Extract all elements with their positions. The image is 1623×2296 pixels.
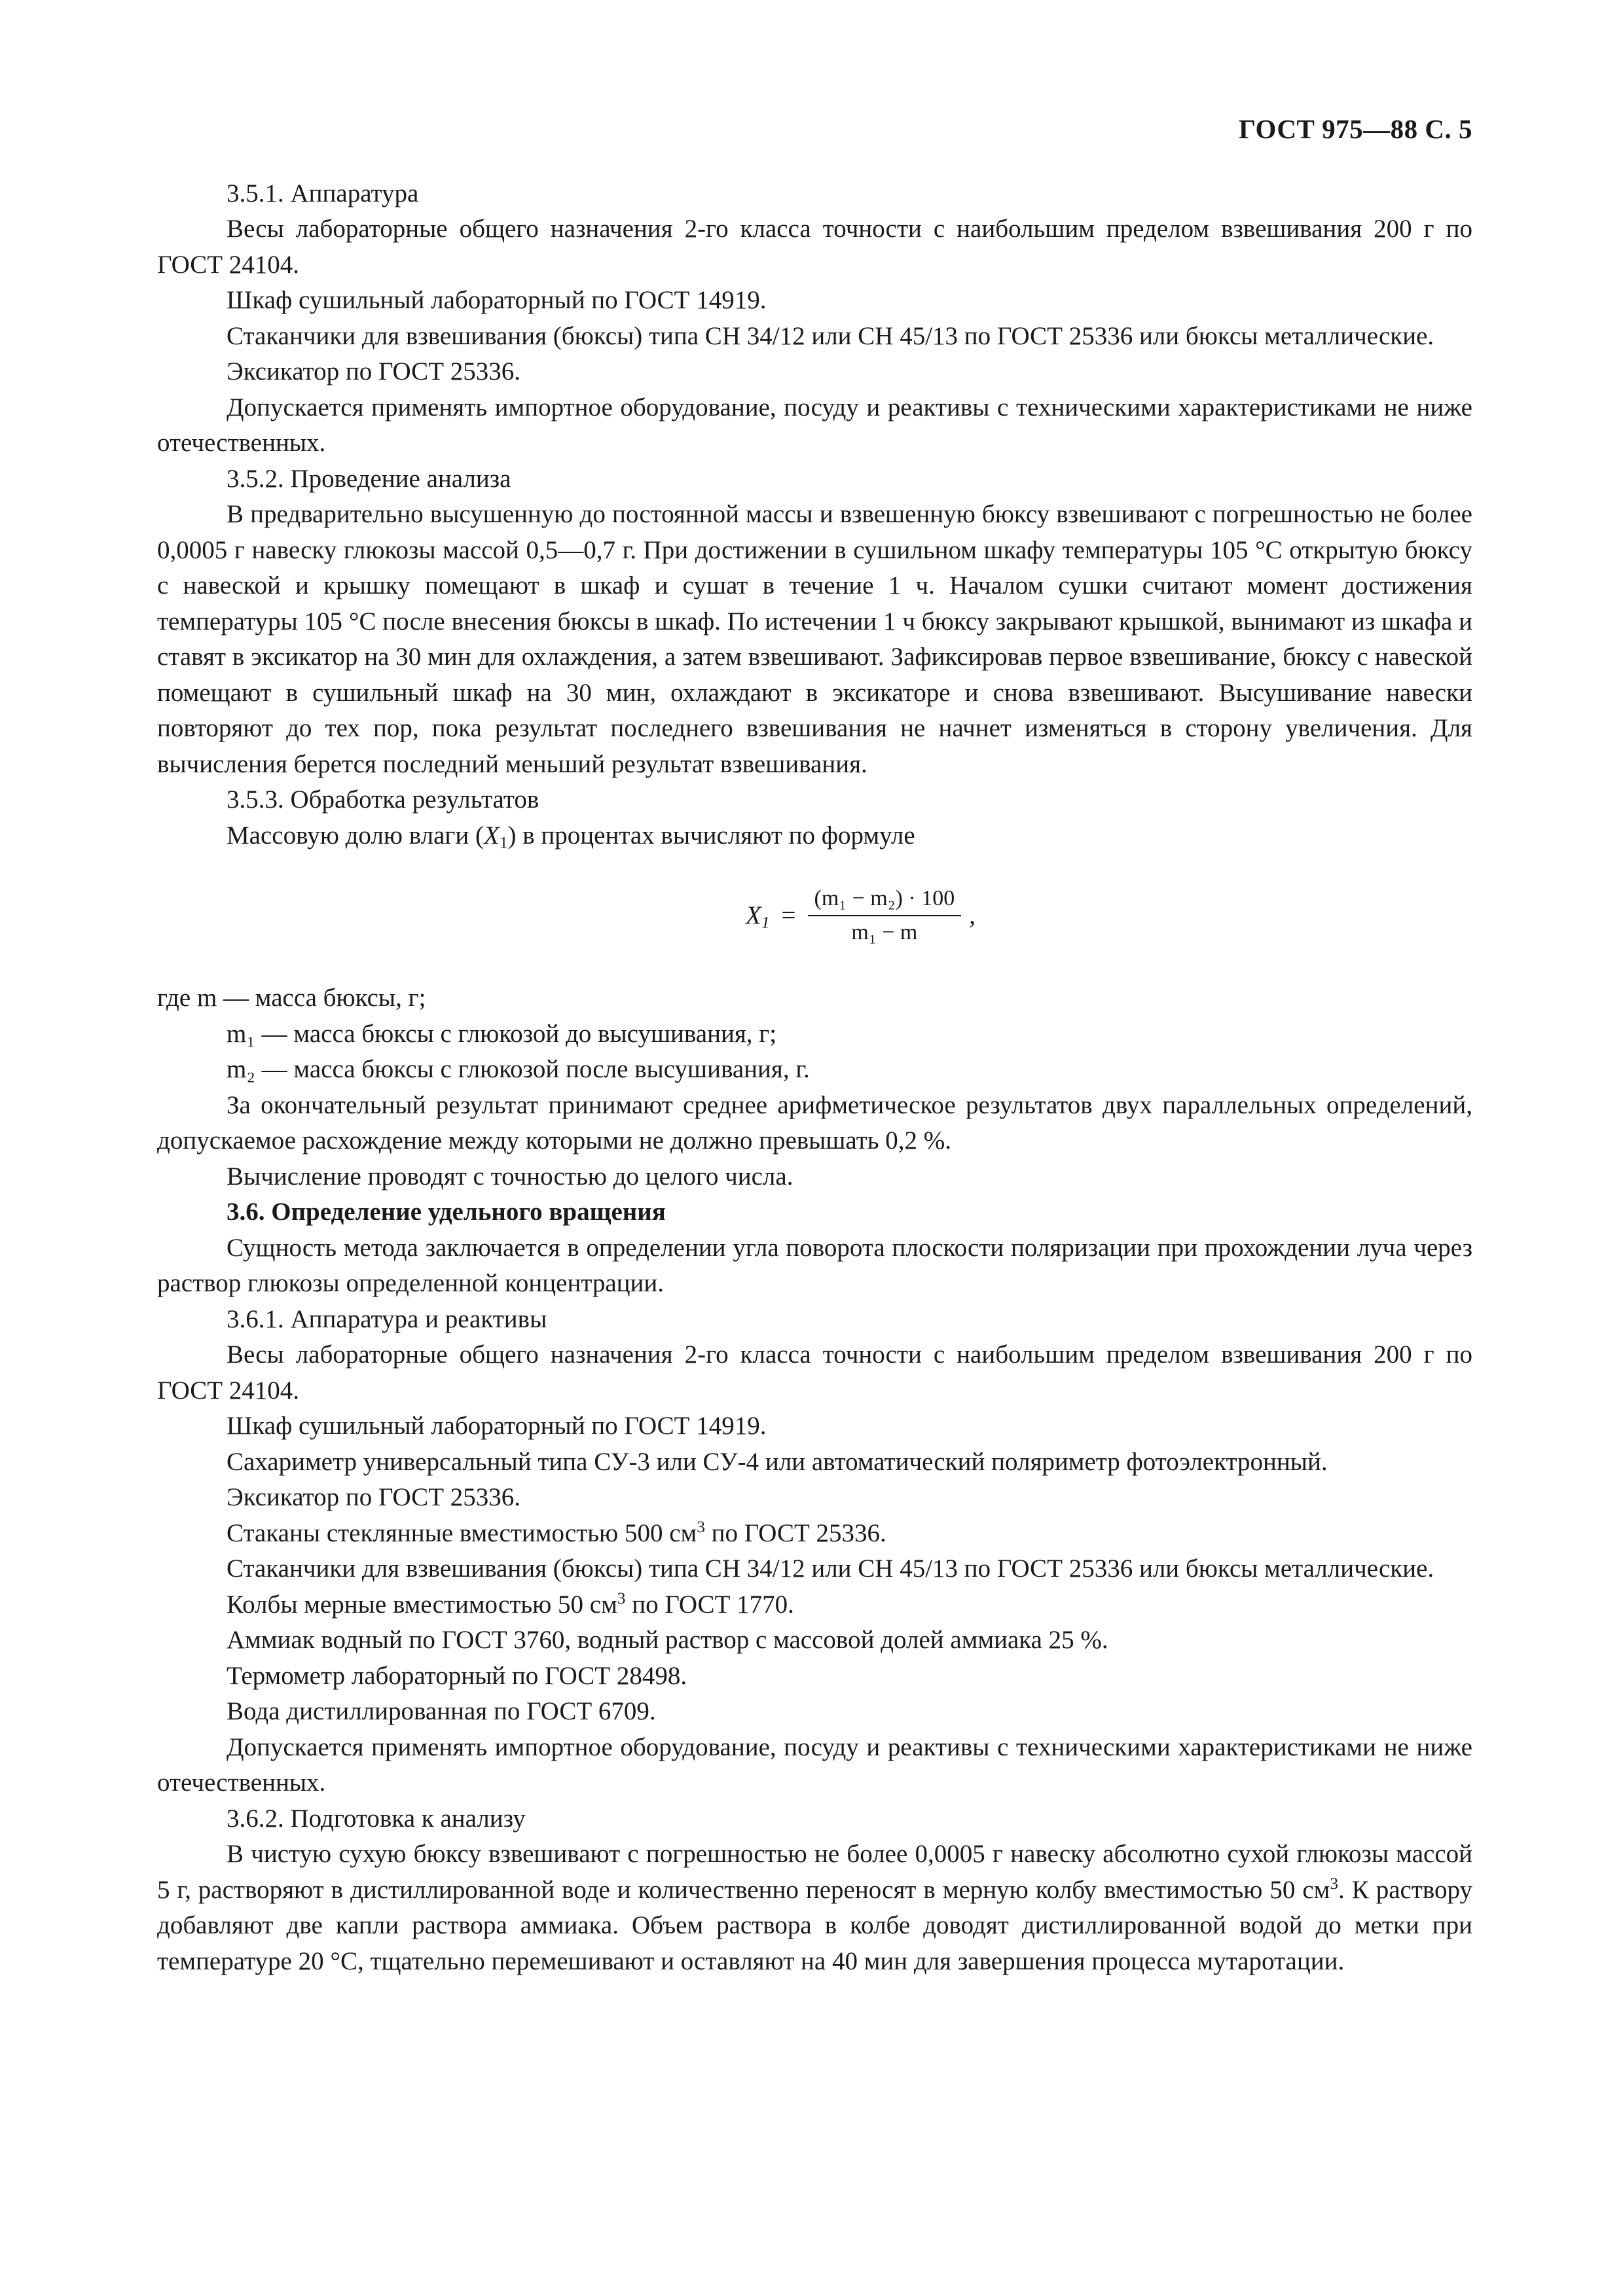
paragraph-scales: Весы лабораторные общего назначения 2-го класса точности с наибольшим пределом взвешивания 200 г по ГОСТ 24104. xyxy=(157,215,1472,279)
paragraph-saccharimeter: Сахариметр универсальный типа СУ-3 или СУ-4 или автоматический поляриметр фотоэлектронный. xyxy=(227,1447,1328,1476)
paragraph-thermometer: Термометр лабораторный по ГОСТ 28498. xyxy=(227,1661,687,1690)
paragraph-desiccator-2: Эксикатор по ГОСТ 25336. xyxy=(227,1483,521,1511)
paragraph-distilled-water: Вода дистиллированная по ГОСТ 6709. xyxy=(227,1697,656,1725)
subsection-heading-processing: 3.5.3. Обработка результатов xyxy=(227,785,539,814)
moisture-formula xyxy=(157,885,1472,946)
paragraph-method-essence: Сущность метода заключается в определении угла поворота плоскости поляризации при прохождении луча через раствор глюкозы определенной концентрации. xyxy=(157,1233,1472,1297)
subsection-heading-preparation: 3.6.2. Подготовка к анализу xyxy=(227,1804,526,1833)
page-header: ГОСТ 975—88 С. 5 xyxy=(1238,114,1472,144)
paragraph-weighing-cups-2: Стаканчики для взвешивания (бюксы) типа СН 34/12 или СН 45/13 по ГОСТ 25336 или бюксы металлические. xyxy=(227,1554,1434,1583)
formula-definitions xyxy=(157,980,1472,1088)
paragraph-import-equipment: Допускается применять импортное оборудование, посуду и реактивы с техническими характеристиками не ниже отечественных. xyxy=(157,393,1472,457)
paragraph-weighing-cups: Стаканчики для взвешивания (бюксы) типа СН 34/12 или СН 45/13 по ГОСТ 25336 или бюксы металлические. xyxy=(227,321,1434,350)
formula-lhs: $X_1$ xyxy=(746,901,770,932)
paragraph-beakers: Стаканы стеклянные вместимостью 500 $см^3$ по ГОСТ 25336. xyxy=(227,1517,886,1547)
formula-fraction xyxy=(808,885,962,946)
section-heading-specific-rotation: 3.6. Определение удельного вращения xyxy=(227,1198,666,1226)
definition-m: где m — масса бюксы, г; xyxy=(157,984,426,1012)
formula-numerator: (m₁ − m₂) · 100 xyxy=(808,885,962,916)
paragraph-formula-intro: Массовую долю влаги $(X_1)$ в процентах вычисляют по формуле xyxy=(227,821,915,852)
paragraph-analysis-procedure: В предварительно высушенную до постоянной массы и взвешенную бюксу взвешивают с погрешностью не более 0,0005 г навеску глюкозы массой 0,5—0,7 г. При достижении в сушильном шкафу температуры 105 °С открытую бюксу с навеской и крышку помещают в шкаф и сушат в течение 1 ч. Началом сушки считают момент достижения температуры 105 °С после внесения бюксы в шкаф. По истечении 1 ч бюксу закрывают крышкой, вынимают из шкафа и ставят в эксикатор на 30 мин для охлаждения, а затем взвешивают. Зафиксировав первое взвешивание, бюксу с навеской помещают в сушильный шкаф на 30 мин, охлаждают в эксикаторе и снова взвешивают. Высушивание навески повторяют до тех пор, пока результат последнего взвешивания не начнет изменяться в сторону увеличения. Для вычисления берется последний меньший результат взвешивания. xyxy=(157,500,1472,778)
subsection-heading-apparatus-reagents: 3.6.1. Аппаратура и реактивы xyxy=(227,1304,547,1333)
definition-m2: m₂ — масса бюксы с глюкозой после высушивания, г. xyxy=(227,1055,810,1083)
subsection-heading-apparatus: 3.5.1. Аппаратура xyxy=(227,179,419,207)
paragraph-desiccator: Эксикатор по ГОСТ 25336. xyxy=(227,357,521,386)
paragraph-drying-cabinet-2: Шкаф сушильный лабораторный по ГОСТ 14919. xyxy=(227,1412,767,1440)
formula-denominator: m₁ − m xyxy=(851,920,918,944)
formula-comma: , xyxy=(969,901,976,929)
paragraph-precision: Вычисление проводят с точностью до целого числа. xyxy=(227,1162,793,1191)
paragraph-scales-2: Весы лабораторные общего назначения 2-го класса точности с наибольшим пределом взвешивания 200 г по ГОСТ 24104. xyxy=(157,1340,1472,1405)
paragraph-import-equipment-2: Допускается применять импортное оборудование, посуду и реактивы с техническими характеристиками не ниже отечественных. xyxy=(157,1732,1472,1797)
paragraph-preparation-procedure: В чистую сухую бюксу взвешивают с погрешностью не более 0,0005 г навеску абсолютно сухой глюкозы массой 5 г, растворяют в дистиллированной воде и количественно переносят в мерную колбу вместимостью 50 $см^3$. К раствору добавляют две капли раствора аммиака. Объем раствора в колбе доводят дистиллированной водой до метки при температуре 20 °С, тщательно перемешивают и оставляют на 40 мин для завершения процесса мутаротации. xyxy=(157,1840,1473,1975)
paragraph-flasks: Колбы мерные вместимостью 50 $см^3$ по ГОСТ 1770. xyxy=(227,1588,794,1619)
definition-m1: m₁ — масса бюксы с глюкозой до высушивания, г; xyxy=(227,1019,777,1048)
paragraph-ammonia: Аммиак водный по ГОСТ 3760, водный раствор с массовой долей аммиака 25 %. xyxy=(227,1626,1108,1654)
subsection-heading-analysis: 3.5.2. Проведение анализа xyxy=(227,464,511,493)
formula-equals: = xyxy=(781,901,796,929)
paragraph-drying-cabinet: Шкаф сушильный лабораторный по ГОСТ 14919. xyxy=(227,286,767,314)
paragraph-final-result: За окончательный результат принимают среднее арифметическое результатов двух параллельных определений, допускаемое расхождение между которыми не должно превышать 0,2 %. xyxy=(157,1090,1472,1155)
